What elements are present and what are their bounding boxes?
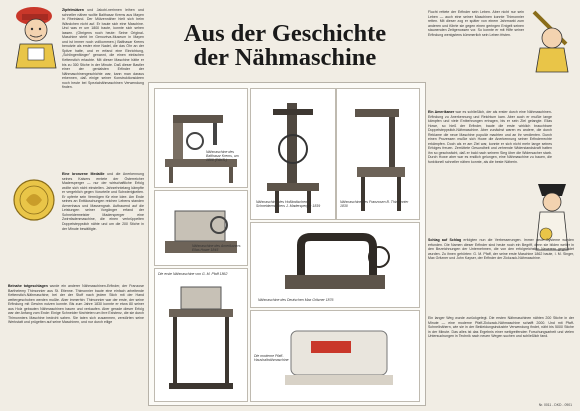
page-title xyxy=(150,22,420,70)
medal-illustration xyxy=(6,170,64,230)
thimonnier-lead: Beinahe totgeschlagen xyxy=(8,284,48,288)
right-top-text xyxy=(428,10,524,106)
right-mid-body: war es schließlich, der als erster durch eine Nähmaschinen-Erfindung zu Anerkennung und Reichtum kam. Aber auch er mußte lange kämpfen und viele Entbehrungen ertragen, bis er sein Ziel gelangte. Elias Howe, so hieß der Erfinder, baute die erste wirklich brauchbare Doppelsteppstich-Nähmaschine. Aber zunächst waren es andere, die durch Reklame die neue Maschine populär machten und an ihr verdienten. Durch einen Prozessen mußte sich Howe die Anerkennung seiner Erfinderrechte erkämpfen. Doch als er am Ziel war, konnte er sich nicht mehr lange seines Erfolges freuen. Zerrüttete Gesundheit und zehrende Widerstandskraft hatten ihn so geschwächt, daß er bald nach seinem Sieg über die Widersacher starb. Durch Howe aber war es endlich gelungen, eine Nähmaschine zu bauen, die funktionell schneller nähen konnte, als die beste Näherin. xyxy=(428,110,552,165)
title-line-2: der Nähmaschine xyxy=(193,44,377,71)
thimonnier-body: wurde ein anderer Nähmaschinen-Erfinder, der Franzose Barthelemy Thimonnier aus St. Etienne. Thimonnier baute eine einfach arbeitende Kettenstich-Nähmaschine, bei der der Stoff nach jedem Stich mit der Hand weitergeschoben werden mußte. Aber immerhin: Thimonnier war der erste, der seine Erfindung mit Gewinn nutzen konnte. Bis zum Jahre 1830 konnte er etwa 80 seiner aus Holz gebauten Nähmaschinen bauen und verkaufen. Aber gerade dieser Erfolg war der Anfang vom Ende: Einige Schneider fürchteten um ihre Existenz, die sie durch Thimonniers Maschine bedroht sahen. Sie taten sich zusammen, zerstörten seine Werkstatt und prügelten auf seine Maschinen, und nur durch eilige xyxy=(8,284,144,325)
caption-howe: Nähmaschine des Amerikaners Elias Howe 1845 xyxy=(192,244,241,253)
thimonnier-text xyxy=(8,284,144,406)
caption-pfaff-first: Die erste Nähmaschine von G. M. Pfaff 1862 xyxy=(158,272,228,276)
medal-text xyxy=(62,172,144,252)
title-line-1: Aus der Geschichte xyxy=(183,20,387,47)
caption-thimonnier: Nähmaschine des Franzosen B. Thimonnier 1830 xyxy=(340,200,409,209)
right-low-body: erfolgten nun die Verbesserungen. Immer neue Systeme wurden erfunden. Die Namen dieser Erfinder sind heute noch ein Begriff, denn sie bilden weiter in den Bezeichnungen der Unternehmen, die von den erfolgreichsten Neuerern gegründet wurden. Zu ihnen gehörten: G. M. Pfaff, der seine erste Maschine 1862 baute, I. M. Singer, Max Gritzner und John Kayser, der Erfinder der Zickzack-Nähmaschine. xyxy=(428,238,574,261)
intro-text xyxy=(62,8,144,90)
right-low-lead: Schlag auf Schlag xyxy=(428,238,462,242)
caption-gritzner: Nähmaschine des Deutschen Max Gritzner 1876 xyxy=(258,298,334,302)
article-number: Nr. 0011 - DKD - 0901 xyxy=(538,403,572,407)
intro-lead: Zipfelmützen xyxy=(62,8,84,12)
pfaff-first-machine-photo xyxy=(154,268,248,402)
right-end-text xyxy=(428,316,574,398)
cartoon-man-illustration xyxy=(526,4,576,74)
medal-lead: Eine bronzene Medaille xyxy=(62,172,105,176)
right-top-body: Flucht rettete der Erfinder sein Leben. Aber nicht nur sein Leben — auch eine seiner Maschinen konnte Thimonnier retten. Mit dieser zog er später von einem Jahrmarkt zum anderen und führte sie gegen einen geringen Entgelt seinen staunenden Zeitgenossen vor. So konnte er mit Hilfe seiner Erfindung wenigstens kümmerlich sein Leben fristen. xyxy=(428,10,524,37)
caption-krems: Nähmaschine des Balthasar Krems, um 1800 (FAKS.) xyxy=(206,150,239,163)
right-low-text xyxy=(428,238,574,310)
howe-machine-photo xyxy=(154,190,248,266)
krems-machine-photo xyxy=(154,88,248,188)
caption-modern-pfaff: Die moderne Pfaff-Haushaltnähmaschine xyxy=(254,354,289,363)
medal-body: und die Anerkennung seines Kaisers erntete der Österreicher Madersperger — nur der wirtschaftliche Erfolg wollte sich nicht einstellen. Jahrzehntelang kämpfte er vergeblich gegen Vorurteile und Schwierigkeiten. Er opferte sein Vermögen für eine Idee. Am Ende seines an Enttäuschungen reichen Lebens standen Armenhaus und Massengrab. Aufbauend auf die Leistungen seiner Vorgänger erfand der Schneidermeister Madersperger eine Zwirnfadenmaschine, die einen verkrüppelten Doppelsteppstich nähte und um die 200 Stiche in der Minute bewältigte. xyxy=(62,172,144,231)
gritzner-machine-photo xyxy=(250,222,420,308)
caption-madersperger: Nähmaschine des Holländischen Schneidermeisters J. Madersperger 1839 xyxy=(256,200,321,209)
cartoon-tailor-illustration xyxy=(6,4,62,70)
right-end-body: Ein langer Weg wurde zurückgelegt. Die ersten Nähmaschinen nähten 200 Stiche in der Minute — eine moderne Pfaff-Zickzack-Nähmaschine schafft 2000. Und mit Pfaff-Schnellnähern, wie sie in der Bekleidungsindustrie Verwendung findet, näht bis 5000 Stiche in der Minute. Das alles ist das Ergebnis einer weitgreifenden Forschungsarbeit und vielen Untersuchungen in Technik nach neuen Wegen suchen und schließlich fand. xyxy=(428,316,574,339)
intro-body: und Jakobi-nerinnen leihen und schneller nähen wollte Balthasar Krems aus Mayen in Rheinland. Der Mützennäher hielt sich beim Wändchen nicht auf. Er baute sich eine Maschine. Und was er um 1800 baute, konnte sich sehen lassen. (Obrigens noch heute: Seine Original-Maschine steht im Genovéva-Museum in Mayen und ist immer noch vollkommen.) Balthasar Krems benutzte als erster eine Nadel, die das Öhr an der Spitze hatte, und er erfand eine Einrichtung, „Schlingenfänger" genannt, die einen einfachen Kettenstich erlaubte. Mit dieser Maschine hätte er bis zu 300 Stiche in der Minute. Daß dieser Bastler einer der genialsten Erfinder der Nähmaschinengeschichte war, kann man daraus erkennen, daß einige seiner Konstruktionsideen noch heute bei Spezialnähmaschinen Verwendung finden. xyxy=(62,8,144,90)
right-mid-lead: Ein Amerikaner xyxy=(428,110,455,114)
